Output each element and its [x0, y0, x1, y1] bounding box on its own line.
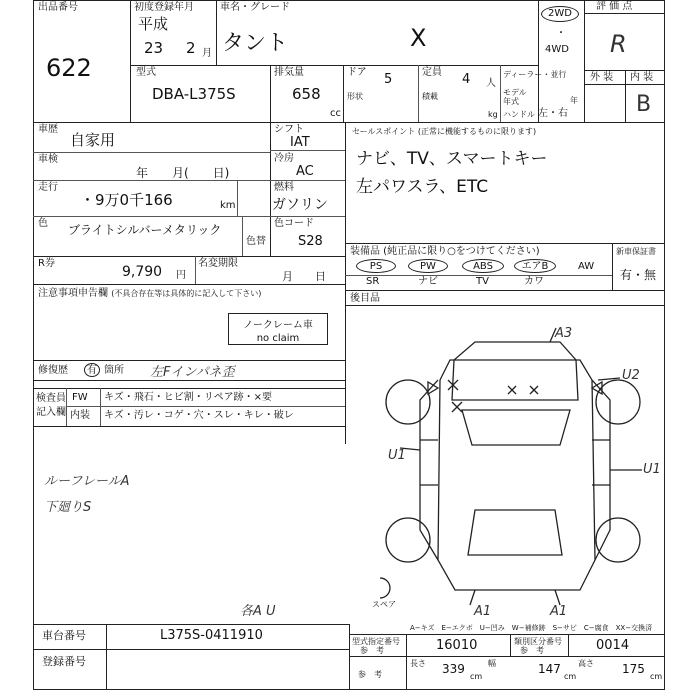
equip-aw: AW — [578, 261, 595, 272]
equipment-row-2 — [352, 276, 610, 290]
equip-tv: TV — [476, 276, 489, 287]
equip-abs: ABS — [462, 259, 504, 273]
model: DBA-L375S — [152, 85, 236, 103]
height-label: 高さ — [578, 659, 594, 668]
mileage-label: 走行 — [38, 182, 58, 193]
lot-number: 622 — [46, 54, 92, 82]
wheel-rl — [386, 518, 430, 562]
dealer-label: ディーラー・並行 — [503, 70, 567, 79]
doors: 5 — [384, 72, 393, 87]
equip-navi: ナビ — [418, 276, 438, 287]
ac: AC — [296, 164, 314, 179]
legend-fw: FW — [72, 392, 88, 403]
width-label: 幅 — [488, 659, 496, 668]
no-claim-en: no claim — [256, 333, 300, 344]
score: R — [610, 30, 627, 58]
mark-a3: A3 — [555, 326, 573, 341]
capacity: 4 — [462, 72, 471, 87]
model-year-label: モデル年式 — [503, 88, 527, 106]
shift: IAT — [290, 135, 310, 150]
mileage: ・9万0千166 — [80, 191, 173, 209]
mark-u1-right: U1 — [643, 462, 661, 477]
length-label: 長さ — [410, 659, 426, 668]
note-roof-rail: ルーフレールA — [44, 474, 130, 489]
legend-in-items: キズ・汚レ・コゲ・穴・スレ・キレ・破レ — [104, 410, 294, 421]
displacement: 658 — [292, 85, 321, 103]
kg-unit: kg — [488, 110, 498, 119]
length: 339 — [442, 662, 465, 676]
legend-in: 内装 — [70, 410, 90, 421]
wheel-fl — [386, 380, 430, 424]
windshield — [462, 410, 570, 445]
drive-dot: ・ — [556, 28, 566, 39]
repair-part-label: 箇所 — [104, 365, 124, 376]
spare-label: スペア — [372, 600, 396, 609]
seat-label: 後目品 — [350, 293, 380, 304]
yen-unit: 円 — [176, 270, 186, 281]
ref-2: 参 考 — [520, 646, 544, 655]
type-no-label: 型式指定番号 — [352, 637, 400, 646]
repair-label: 修復歴 — [38, 365, 68, 376]
color-code: S28 — [298, 234, 323, 249]
equipment-row-1 — [352, 259, 610, 275]
notes-label-text: 注意事項申告欄 — [38, 288, 108, 299]
selling-label: セールスポイント (正常に機能するものに限ります) — [352, 127, 537, 136]
inspection: 年 月( 日) — [136, 166, 230, 180]
interior-score: B — [636, 92, 652, 117]
roof-outline — [452, 342, 578, 400]
reg-month: 2 — [186, 39, 196, 57]
type-no: 16010 — [436, 638, 478, 653]
color-change-label: 色替 — [246, 236, 266, 247]
no-claim-box — [228, 313, 328, 345]
selling-line-1: ナビ、TV、スマートキー — [356, 149, 548, 169]
km-unit: km — [220, 200, 236, 211]
equip-airbag: エアB — [514, 259, 556, 273]
equipment-label: 装備品 (純正品に限り○をつけてください) — [350, 246, 540, 257]
legend-fw-items: キズ・飛石・ヒビ割・リペア跡・×要 — [104, 392, 272, 403]
mark-a1-left: A1 — [474, 604, 492, 619]
width: 147 — [538, 662, 561, 676]
chassis-label: 車台番号 — [42, 629, 86, 642]
spare-wheel — [380, 578, 390, 598]
color-code-label: 色コード — [274, 218, 314, 229]
drive-2wd: 2WD — [541, 6, 579, 22]
person-unit: 人 — [486, 78, 496, 89]
handle-label: ハンドル — [503, 110, 535, 119]
car-name: タント — [222, 31, 289, 56]
selling-line-2: 左パワスラ、ETC — [356, 177, 489, 197]
warranty-label: 新車保証書 — [616, 247, 656, 256]
ref-1: 参 考 — [360, 646, 384, 655]
class-no: 0014 — [596, 638, 630, 653]
fuel: ガソリン — [272, 197, 328, 213]
interior-label: 内 装 — [630, 72, 654, 83]
score-label: 評 価 点 — [596, 1, 633, 12]
ac-label: 冷房 — [274, 153, 294, 164]
reg-year: 23 — [144, 39, 164, 57]
fuel-label: 燃料 — [274, 182, 294, 193]
height-unit: cm — [650, 672, 663, 681]
inspection-label: 車検 — [38, 154, 58, 165]
name-label: 車名・グレード — [220, 2, 290, 13]
handle: 左・右 — [538, 108, 568, 119]
notes-sub: (不具合存在等は具体的に記入して下さい) — [111, 289, 262, 298]
mark-u2: U2 — [622, 368, 640, 383]
lot-label: 出品番号 — [38, 2, 78, 13]
equip-ps: PS — [356, 259, 396, 273]
chassis: L375S-0411910 — [160, 628, 263, 643]
length-unit: cm — [470, 672, 483, 681]
note-bottom: 各A U — [240, 604, 276, 619]
displacement-label: 排気量 — [274, 67, 304, 78]
usage-label: 車歴 — [38, 124, 58, 135]
cc-unit: cc — [330, 108, 341, 119]
inspector-label: 検査員記入欄 — [36, 393, 66, 418]
capacity-label: 定員 — [422, 67, 442, 78]
damage-key: A−キズ E−エクボ U−凹み W−補修跡 S−サビ C−腐食 XX−交換済 — [410, 624, 653, 632]
color: ブライトシルバーメタリック — [68, 223, 222, 237]
wheel-rr — [596, 518, 640, 562]
recycle: 9,790 — [122, 264, 163, 280]
recycle-label: R券 — [38, 258, 55, 269]
warranty: 有・無 — [620, 268, 657, 282]
reg-limit: 月 日 — [282, 270, 326, 283]
note-underbody: 下廻りS — [44, 500, 92, 515]
ref-3: 参 考 — [358, 670, 382, 679]
shift-label: シフト — [274, 124, 304, 135]
shape-label: 形状 — [347, 92, 363, 101]
height: 175 — [622, 662, 645, 676]
exterior-label: 外 装 — [590, 72, 614, 83]
equip-leather: カワ — [524, 276, 544, 287]
mark-a1-right: A1 — [550, 604, 568, 619]
year-unit: 年 — [570, 96, 578, 105]
grade: X — [410, 24, 427, 52]
no-claim-ja: ノークレーム車 — [243, 320, 313, 331]
equip-pw: PW — [408, 259, 448, 273]
reg-limit-label: 名変期限 — [198, 258, 238, 269]
repair-value: 有 — [84, 363, 100, 377]
model-label: 型式 — [136, 67, 156, 78]
doors-label: ドア — [347, 67, 367, 78]
usage: 自家用 — [70, 131, 116, 149]
car-diagram — [380, 320, 650, 620]
month-unit: 月 — [202, 48, 212, 59]
class-label: 類別区分番号 — [514, 637, 562, 646]
reg-date-label: 初度登録年月 — [134, 2, 194, 13]
mark-u1-left: U1 — [388, 448, 406, 463]
equip-sr: SR — [366, 276, 380, 287]
color-label: 色 — [38, 218, 48, 229]
rear-glass — [468, 510, 562, 555]
reg-number-label: 登録番号 — [42, 655, 86, 668]
drive-4wd: 4WD — [545, 44, 569, 55]
era: 平成 — [138, 15, 169, 33]
load-label: 積載 — [422, 92, 438, 101]
notes-label — [38, 288, 261, 299]
width-unit: cm — [564, 672, 577, 681]
repair-detail: 左Fインパネ歪 — [150, 365, 235, 380]
